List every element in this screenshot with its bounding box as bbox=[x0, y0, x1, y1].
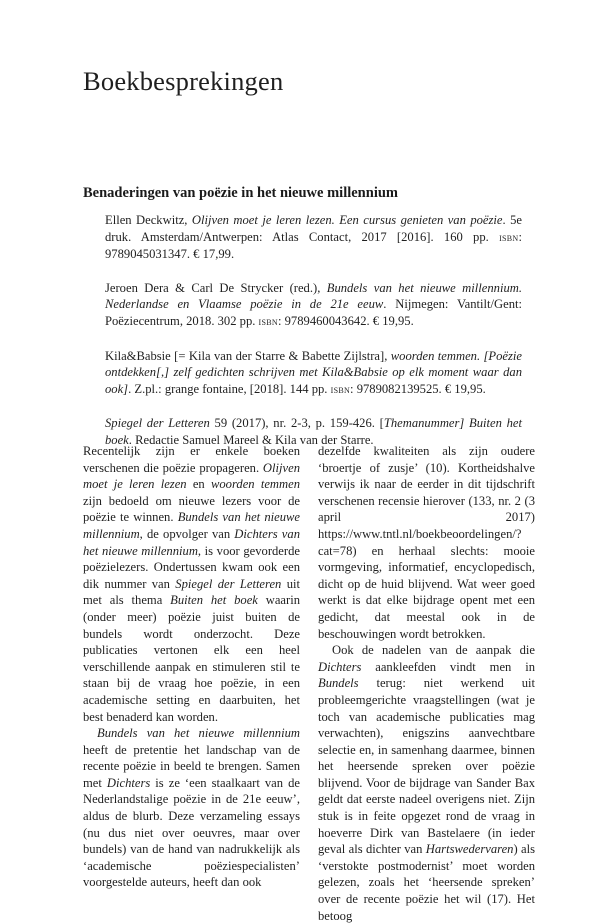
italic-text: Hartswedervaren bbox=[425, 842, 514, 857]
reference-title: Bundels van het nieuwe millennium. Nederlandse en Vlaamse poëzie in de 21e eeuw bbox=[105, 280, 522, 312]
isbn-label: isbn bbox=[499, 231, 519, 244]
italic-text: Dichters bbox=[106, 775, 151, 790]
italic-text: Spiegel der Letteren bbox=[175, 576, 282, 591]
text: dezelfde kwaliteiten als zijn oudere ‘broertje of zusje’ (10). Kortheidshalve verwijs ik naar de eerder in dit tijdschrift verschenen recensie hierover (133, nr. 2 (3 april 2017) https://www.tntl.nl/boekbeoordelingen/?cat=78) en herhaal slechts: mooie vormgeving, informatief, encyclopedisch, dicht op de huid blijvend. Wat weer goed werkt is dat elke bijdrage opent met een gedicht, dat meestal ook in de beschouwingen wordt betrokken. bbox=[318, 444, 535, 641]
body-column-left bbox=[83, 443, 300, 891]
journal-editors: . Redactie Samuel Mareel & Kila van der Starre. bbox=[128, 432, 374, 447]
paragraph bbox=[83, 725, 300, 891]
reference-title: woorden temmen. [Poëzie ontdekken[,] zelf gedichten schrijven met Kila&Babsie op elk moment waar dan ook] bbox=[105, 348, 522, 396]
italic-text: Bundels bbox=[318, 676, 359, 691]
reference-isbn-price: : 9789082139525. € 19,95. bbox=[350, 381, 486, 396]
italic-text: Bundels van het nieuwe millennium bbox=[83, 510, 301, 541]
paragraph bbox=[318, 642, 535, 924]
italic-text: woorden temmen bbox=[210, 477, 300, 492]
theme-title: Themanummer] Buiten het boek bbox=[105, 416, 523, 447]
reference-entry bbox=[105, 212, 522, 263]
reference-title: Olijven moet je leren lezen. Een cursus genieten van poëzie bbox=[191, 213, 503, 227]
text: uit met als thema bbox=[83, 576, 301, 608]
page-title: Boekbesprekingen bbox=[83, 66, 284, 96]
journal-details: 59 (2017), nr. 2-3, p. 159-426. [ bbox=[209, 416, 384, 431]
journal-title: Spiegel der Letteren bbox=[105, 416, 210, 431]
reference-entry bbox=[105, 280, 522, 331]
body-column-right bbox=[318, 443, 535, 924]
reference-details: . Z.pl.: grange fontaine, [2018]. 144 pp. bbox=[128, 381, 331, 396]
text: Ook de nadelen van de aanpak die bbox=[332, 643, 535, 658]
isbn-label: isbn bbox=[330, 383, 351, 396]
italic-text: Bundels van het nieuwe millennium bbox=[97, 726, 300, 741]
text: zijn bedoeld om nieuwe lezers voor de poëzie te winnen. bbox=[83, 493, 300, 525]
text: Recentelijk zijn er enkele boeken verschenen die poëzie propageren. bbox=[83, 444, 300, 475]
reference-entry bbox=[105, 348, 522, 399]
isbn-label: isbn bbox=[258, 315, 278, 328]
section-title: Benaderingen van poëzie in het nieuwe millennium bbox=[83, 185, 398, 201]
reference-author: Kila&Babsie [= Kila van der Starre & Babette Zijlstra], bbox=[105, 348, 391, 363]
text: aankleefden vindt men in bbox=[361, 659, 535, 674]
reference-isbn-price: : 9789045031347. € 17,99. bbox=[105, 229, 522, 262]
reference-author: Jeroen Dera & Carl De Strycker (red.), bbox=[105, 280, 327, 295]
text: , de opvolger van bbox=[139, 526, 235, 541]
italic-text: Olijven moet je leren lezen bbox=[83, 460, 300, 492]
reference-isbn-price: : 9789460043642. € 19,95. bbox=[277, 313, 414, 328]
text: ) als ‘verstokte postmodernist’ moet worden gelezen, zoals het ‘heersende spreken’ over de recente poëzie het wil (17). Het betoog bbox=[318, 842, 535, 923]
text: en bbox=[186, 477, 211, 492]
reference-author: Ellen Deckwitz, bbox=[105, 213, 192, 227]
reference-details: . 5e druk. Amsterdam/Antwerpen: Atlas Contact, 2017 [2016]. 160 pp. bbox=[105, 213, 523, 244]
italic-text: Buiten het boek bbox=[170, 593, 258, 608]
reference-details: . Nijmegen: Vantilt/Gent: Poëziecentrum, 2018. 302 pp. bbox=[105, 297, 522, 328]
text: heeft de pretentie het landschap van de recente poëzie in beeld te brengen. Samen met bbox=[83, 742, 300, 790]
italic-text: Dichters bbox=[318, 659, 362, 674]
italic-text: Dichters van het nieuwe millennium bbox=[83, 526, 300, 558]
text: waarin (onder meer) poëzie juist buiten de bundels wordt onderzocht. Deze publicaties vertonen elk een heel verschillende aanpak en stimuleren stil te staan bij de vraag hoe poëzie, in een academische setting en daarbuiten, het best benaderd kan worden. bbox=[83, 593, 300, 724]
reviewed-works-list bbox=[105, 212, 522, 466]
paragraph bbox=[318, 443, 535, 642]
text: , is voor gevorderde poëzielezers. Ondertussen kwam ook een dik nummer van bbox=[83, 543, 300, 591]
paragraph bbox=[83, 443, 300, 725]
text: terug: niet werkend uit probleemgerichte vraagstellingen (wat je toch van academische publicaties mag verwachten), enigszins aanvechtbare selectie en, in samenhang daarmee, binnen het heersende spreken over poëzie blijvend. Voor de bijdrage van Sander Bax geldt dat eerste nadeel overigens niet. Zijn stuk is in feite opgezet rond de vraag in hoeverre Dirk van Bastelaere (in ieder geval als dichter van bbox=[318, 676, 535, 857]
text: is ze ‘een staalkaart van de Nederlandstalige poëzie in de 21e eeuw’, aldus de blurb. Deze verzameling essays (nu dus niet over oeuvres, maar over bundels) van de hand van nadrukkelijk als ‘academische poëziespecialisten’ voorgestelde auteurs, heeft dan ook bbox=[83, 775, 300, 890]
